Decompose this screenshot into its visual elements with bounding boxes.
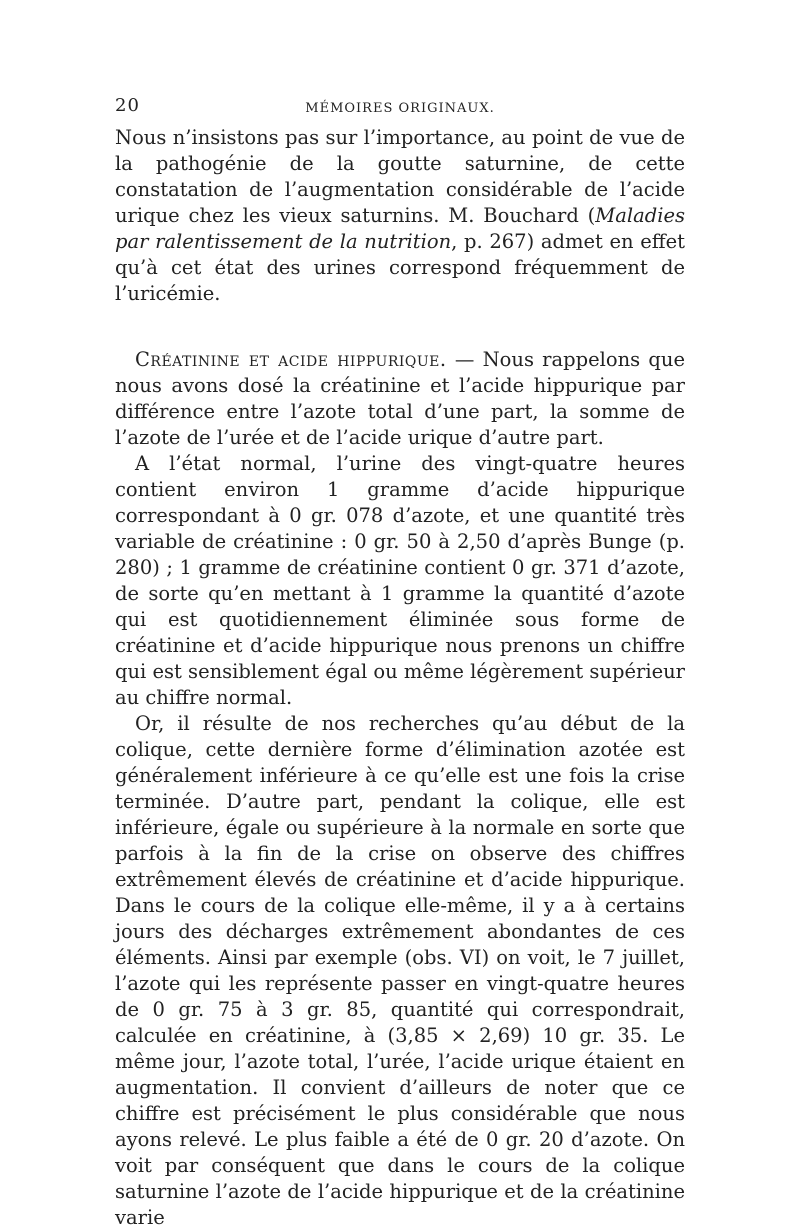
section-title: Créatinine et acide hippurique. xyxy=(135,348,447,371)
document-page xyxy=(115,95,685,1231)
paragraph-text: , p. 267) admet en effet qu’à cet état des urines correspond fréquemment de l’uricémie. xyxy=(115,230,686,305)
running-title: MÉMOIRES ORIGINAUX. xyxy=(305,101,495,116)
paragraph-colic-results: Or, il résulte de nos recherches qu’au début de la colique, cette dernière forme d’élimination azotée est généralement inférieure à ce qu’elle est une fois la crise terminée. D’autre part, pendant la colique, elle est inférieure, égale ou supérieure à la normale en sorte que parfois à la fin de la crise on observe des chiffres extrêmement élevés de créatinine et d’acide hippurique. Dans le cours de la colique elle-même, il y a à certains jours des décharges extrêmement abondantes de ces éléments. Ainsi par exemple (obs. VI) on voit, le 7 juillet, l’azote qui les représente passer en vingt-quatre heures de 0 gr. 75 à 3 gr. 85, quantité qui correspondrait, calculée en créatinine, à (3,85 × 2,69) 10 gr. 35. Le même jour, l’azote total, l’urée, l’acide urique étaient en augmentation. Il convient d’ailleurs de noter que ce chiffre est précisément le plus considérable que nous ayons relevé. Le plus faible a été de 0 gr. 20 d’azote. On voit par conséquent que dans le cours de la colique saturnine l’azote de l’acide hippurique et de la créatinine varie xyxy=(115,712,685,1229)
paragraph-text: — Nous rappelons que nous avons dosé la créatinine et l’acide hippurique par différence entre l’azote total d’une part, la somme de l’azote de l’urée et de l’acide urique d’autre part. xyxy=(115,348,685,449)
paragraph-creatinine-intro xyxy=(115,347,685,451)
paragraph-text: Nous n’insistons pas sur l’importance, au point de vue de la pathogénie de la goutte saturnine, de cette constatation de l’augmentation considérable de l’acide urique chez les vieux saturnins. M. Bouchard ( xyxy=(115,126,685,227)
paragraph-uric-acid xyxy=(115,125,685,307)
book-title-italic: Maladies par ralentissement de la nutrition xyxy=(115,204,685,253)
section-gap xyxy=(115,307,685,347)
page-number: 20 xyxy=(115,95,140,116)
running-head xyxy=(115,95,685,125)
paragraph-normal-state: A l’état normal, l’urine des vingt-quatre heures contient environ 1 gramme d’acide hippurique correspondant à 0 gr. 078 d’azote, et une quantité très variable de créatinine : 0 gr. 50 à 2,50 d’après Bunge (p. 280) ; 1 gramme de créatinine contient 0 gr. 371 d’azote, de sorte qu’en mettant à 1 gramme la quantité d’azote qui est quotidiennement éliminée sous forme de créatinine et d’acide hippurique nous prenons un chiffre qui est sensiblement égal ou même légèrement supérieur au chiffre normal. xyxy=(115,452,685,709)
